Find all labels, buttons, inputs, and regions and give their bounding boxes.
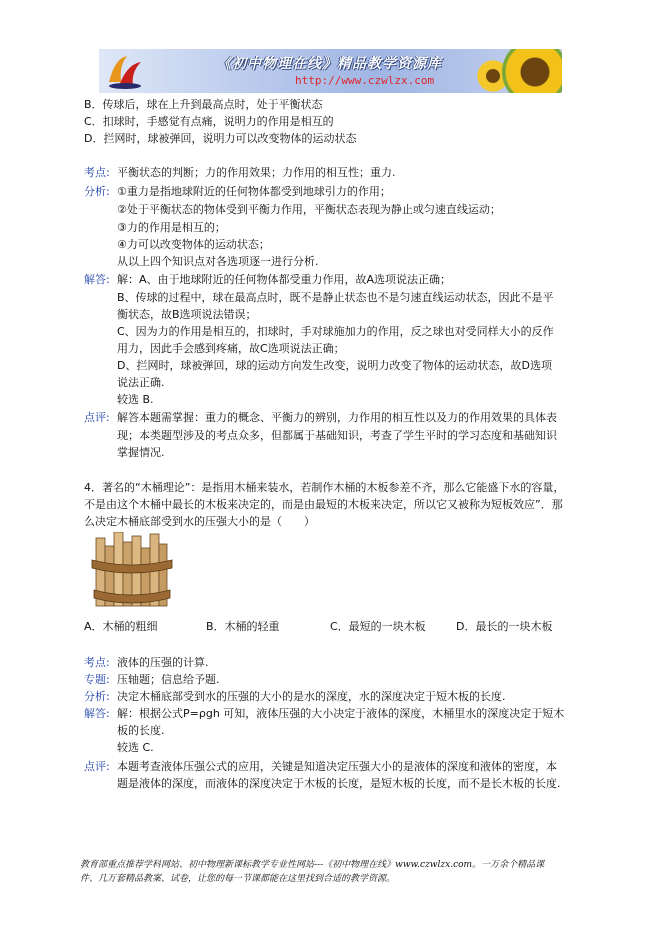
q3-jieda-line: 衡状态，故B选项说法错误；	[117, 308, 257, 321]
q4-option-a: A．木桶的粗细	[84, 620, 158, 633]
q3-jieda-label: 解答:	[84, 273, 110, 286]
q3-fenxi-label: 分析:	[84, 185, 110, 198]
q4-zhuanti-text: 压轴题；信息给予题.	[117, 673, 220, 686]
q3-option-c: C．扣球时，手感觉有点痛，说明力的作用是相互的	[84, 115, 334, 128]
q4-option-c: C．最短的一块木板	[330, 620, 426, 633]
q4-stem-line: 么决定木桶底部受到水的压强大小的是（ ）	[84, 515, 315, 528]
q4-dianping-line: 题是液体的深度，而液体的深度决定于木板的长度，是短木板的长度，而不是长木板的长度.	[117, 777, 561, 790]
q3-option-d: D．拦网时，球被弹回，说明力可以改变物体的运动状态	[84, 132, 357, 145]
q3-jieda-line: D、拦网时，球被弹回，球的运动方向发生改变，说明力改变了物体的运动状态，故D选项	[117, 359, 552, 372]
header-banner	[99, 49, 562, 93]
q4-jieda-line: 较选 C.	[117, 741, 154, 754]
q4-kaodian-text: 液体的压强的计算.	[117, 656, 209, 669]
banner-title: 《初中物理在线》精品教学资源库	[217, 56, 442, 72]
q3-option-b: B．传球后，球在上升到最高点时，处于平衡状态	[84, 98, 323, 111]
q3-jieda-line: 说法正确.	[117, 376, 165, 389]
q4-dianping-label: 点评:	[84, 760, 110, 773]
q3-fenxi-line: ①重力是指地球附近的任何物体都受到地球引力的作用；	[117, 185, 391, 198]
q4-option-b: B．木桶的轻重	[206, 620, 280, 633]
q3-fenxi-line: ③力的作用是相互的；	[117, 221, 226, 234]
q4-kaodian-label: 考点:	[84, 656, 110, 669]
footer-line: 教育部重点推荐学科网站、初中物理新课标教学专业性网站---《初中物理在线》www.czwlzx.com。一万余个精品课	[80, 860, 545, 870]
q3-kaodian-text: 平衡状态的判断；力的作用效果；力作用的相互性；重力.	[117, 166, 396, 179]
q3-jieda-line: B、传球的过程中，球在最高点时，既不是静止状态也不是匀速直线运动状态，因此不是平	[117, 291, 554, 304]
wooden-bucket-image	[84, 532, 178, 610]
q4-stem-line: 4．著名的“木桶理论”：是指用木桶来装水，若制作木桶的木板参差不齐，那么它能盛下水的容量，	[84, 481, 565, 494]
q3-dianping-line: 现；本类题型涉及的考点众多，但都属于基础知识，考查了学生平时的学习态度和基础知识	[117, 429, 557, 442]
logo-icon	[105, 52, 145, 90]
q3-dianping-line: 掌握情况.	[117, 446, 165, 459]
footer-line: 件、几万套精品教案、试卷，让您的每一节课都能在这里找到合适的教学资源。	[80, 874, 396, 884]
q4-jieda-label: 解答:	[84, 707, 110, 720]
q3-jieda-line: 用力，因此手会感到疼痛，故C选项说法正确；	[117, 342, 345, 355]
q4-zhuanti-label: 专题:	[84, 673, 110, 686]
banner-url[interactable]: http://www.czwlzx.com	[295, 74, 435, 87]
q3-dianping-label: 点评:	[84, 411, 110, 424]
q3-jieda-line: 较选 B.	[117, 393, 154, 406]
q3-fenxi-line: 从以上四个知识点对各选项逐一进行分析.	[117, 255, 319, 268]
q4-fenxi-label: 分析:	[84, 690, 110, 703]
q3-kaodian-label: 考点:	[84, 166, 110, 179]
q4-jieda-line: 解：根据公式P=ρgh 可知，液体压强的大小决定于液体的深度，木桶里水的深度决定于短木	[117, 707, 565, 720]
q3-fenxi-line: ④力可以改变物体的运动状态；	[117, 238, 270, 251]
q4-stem-line: 不是由这个木桶中最长的木板来决定的，而是由最短的木板来决定，所以它又被称为短板效应”．那	[84, 498, 563, 511]
q4-fenxi-text: 决定木桶底部受到水的压强的大小的是水的深度，水的深度决定于短木板的长度.	[117, 690, 506, 703]
sunflower-icon	[502, 49, 562, 93]
q4-dianping-line: 本题考查液体压强公式的应用，关键是知道决定压强大小的是液体的深度和液体的密度，本	[117, 760, 557, 773]
q3-jieda-line: 解：A、由于地球附近的任何物体都受重力作用，故A选项说法正确；	[117, 273, 452, 286]
q3-jieda-line: C、因为力的作用是相互的，扣球时，手对球施加力的作用，反之球也对受同样大小的反作	[117, 325, 554, 338]
q3-fenxi-line: ②处于平衡状态的物体受到平衡力作用，平衡状态表现为静止或匀速直线运动；	[117, 203, 501, 216]
q4-jieda-line: 板的长度.	[117, 724, 165, 737]
q3-dianping-line: 解答本题需掌握：重力的概念、平衡力的辨别，力作用的相互性以及力的作用效果的具体表	[117, 411, 557, 424]
q4-option-d: D．最长的一块木板	[456, 620, 553, 633]
